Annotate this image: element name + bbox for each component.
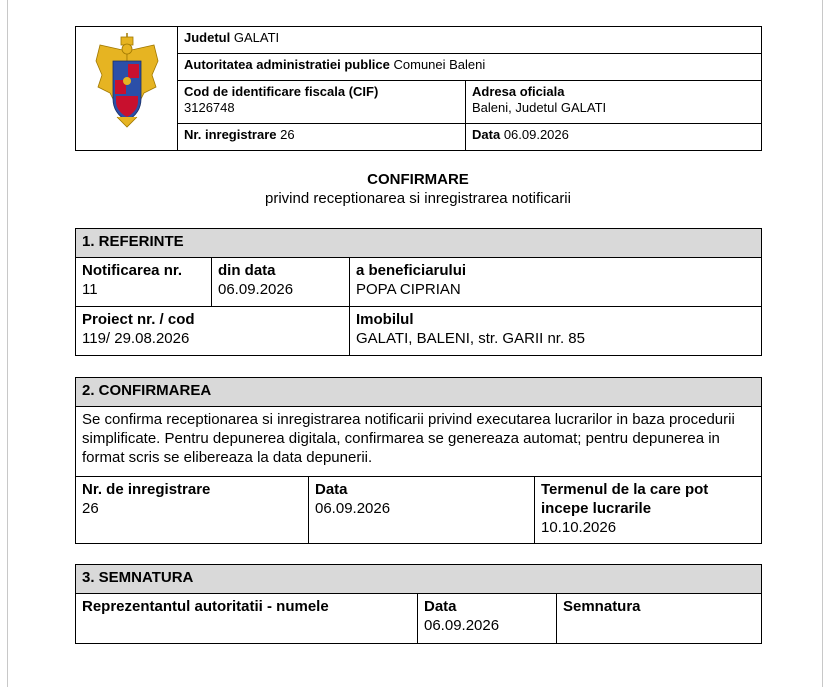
- from-date-label: din data: [218, 262, 276, 279]
- county-label: Judetul: [184, 30, 231, 45]
- registration-label: Nr. de inregistrare: [82, 481, 211, 498]
- registration-cell: [76, 477, 309, 544]
- cif-cell: [178, 81, 466, 124]
- notification-label: Notificarea nr.: [82, 262, 183, 279]
- authority-cell: [178, 54, 762, 81]
- confirmation-date-cell: [309, 477, 535, 544]
- address-cell: [466, 81, 762, 124]
- header-table: [75, 26, 762, 151]
- crest-cell: [76, 27, 178, 151]
- from-date-value: 06.09.2026: [218, 281, 294, 298]
- reg-label: Nr. inregistrare: [184, 127, 277, 142]
- registration-value: 26: [82, 500, 99, 517]
- address-value: Baleni, Judetul GALATI: [472, 100, 607, 115]
- section-confirmare: [75, 377, 762, 544]
- signature-label: Semnatura: [563, 598, 641, 615]
- address-label: Adresa oficiala: [472, 84, 565, 99]
- date-value: 06.09.2026: [503, 127, 569, 142]
- date-cell: [466, 124, 762, 151]
- authority-value: Comunei Baleni: [393, 57, 486, 72]
- beneficiary-label: a beneficiarului: [356, 262, 467, 279]
- signature-cell: [557, 594, 762, 644]
- date-label: Data: [472, 127, 501, 142]
- project-cell: [76, 307, 350, 356]
- reg-value: 26: [280, 127, 295, 142]
- page-edge-right: [822, 0, 823, 687]
- county-value: GALATI: [233, 30, 280, 45]
- cif-value: 3126748: [184, 100, 235, 115]
- signature-date-label: Data: [424, 598, 457, 615]
- project-label: Proiect nr. / cod: [82, 311, 195, 328]
- beneficiary-value: POPA CIPRIAN: [356, 281, 461, 298]
- signature-date-value: 06.09.2026: [424, 617, 500, 634]
- deadline-value: 10.10.2026: [541, 519, 617, 536]
- deadline-cell: [535, 477, 762, 544]
- notification-cell: [76, 258, 212, 307]
- property-value: GALATI, BALENI, str. GARII nr. 85: [356, 330, 585, 347]
- signature-date-cell: [418, 594, 557, 644]
- section-referinte: [75, 228, 762, 356]
- document-subtitle: privind receptionarea si inregistrarea notificarii: [265, 190, 571, 207]
- section-heading: 2. CONFIRMAREA: [76, 378, 762, 407]
- reg-cell: [178, 124, 466, 151]
- document-title: CONFIRMARE: [367, 171, 469, 188]
- property-cell: [350, 307, 762, 356]
- cif-label: Cod de identificare fiscala (CIF): [184, 84, 379, 99]
- project-value: 119/ 29.08.2026: [82, 330, 190, 347]
- representative-cell: [76, 594, 418, 644]
- section-heading: 3. SEMNATURA: [76, 565, 762, 594]
- from-date-cell: [212, 258, 350, 307]
- property-label: Imobilul: [356, 311, 414, 328]
- beneficiary-cell: [350, 258, 762, 307]
- section-heading: 1. REFERINTE: [76, 229, 762, 258]
- notification-value: 11: [82, 281, 98, 298]
- romania-coat-of-arms-icon: [92, 31, 162, 131]
- county-cell: [178, 27, 762, 54]
- confirmation-text: Se confirma receptionarea si inregistrarea notificarii privind executarea lucrarilor in baza procedurii simplificate. Pentru depunerea digitala, confirmarea se genereaza automat; pentru depunerea in format scris se elibereaza la data depunerii.: [76, 407, 762, 477]
- authority-label: Autoritatea administratiei publice: [184, 57, 390, 72]
- confirmation-date-value: 06.09.2026: [315, 500, 391, 517]
- representative-label: Reprezentantul autoritatii - numele: [82, 598, 329, 615]
- confirmation-date-label: Data: [315, 481, 348, 498]
- section-semnatura: [75, 564, 762, 644]
- page-edge-left: [7, 0, 8, 687]
- deadline-label: Termenul de la care pot incepe lucrarile: [541, 481, 709, 517]
